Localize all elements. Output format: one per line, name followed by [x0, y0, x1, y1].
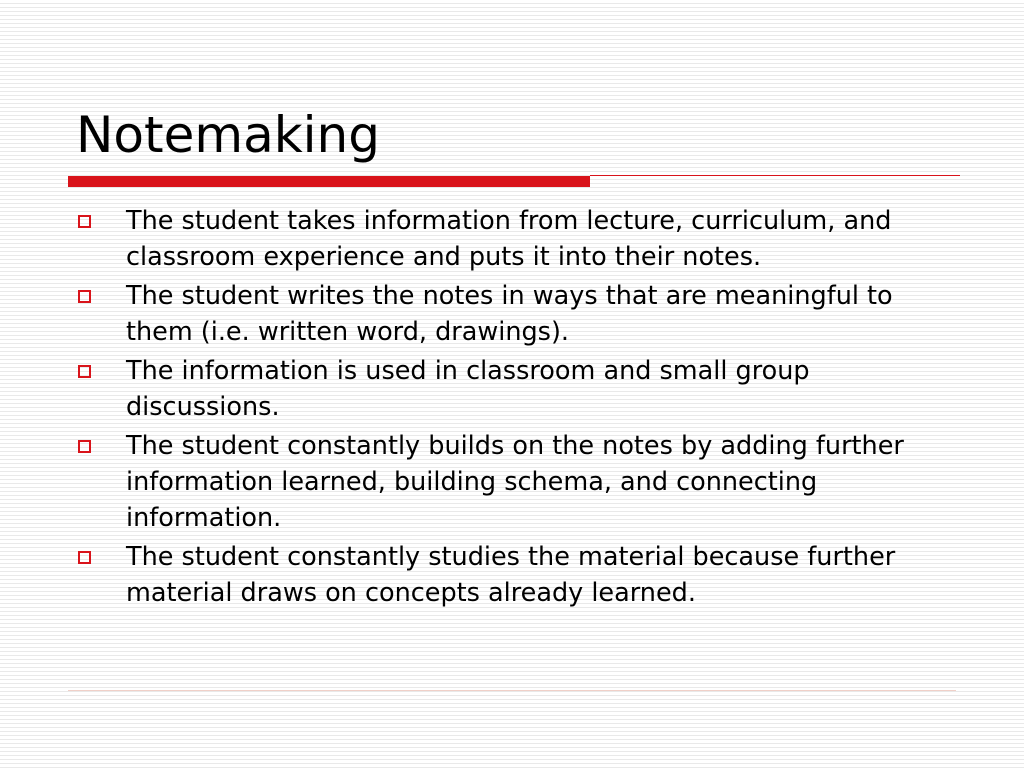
- hollow-square-icon: [78, 215, 91, 228]
- bullet-text: The student writes the notes in ways that are meaningful to them (i.e. written word, drawings).: [126, 281, 893, 347]
- hollow-square-icon: [78, 440, 91, 453]
- hollow-square-icon: [78, 290, 91, 303]
- bullet-item: [76, 353, 956, 425]
- bullet-item: [76, 203, 956, 275]
- bullet-item: [76, 278, 956, 350]
- bullet-text: The student constantly studies the material because further material draws on concepts already learned.: [126, 542, 896, 608]
- bullet-item: [76, 428, 956, 536]
- bullet-text: The student constantly builds on the notes by adding further information learned, building schema, and connecting information.: [126, 431, 904, 533]
- title-underline-thick: [68, 176, 590, 187]
- bullet-list: [76, 203, 956, 614]
- title-underline-thin: [590, 175, 960, 176]
- hollow-square-icon: [78, 365, 91, 378]
- slide-title: Notemaking: [76, 106, 380, 164]
- footer-divider: [68, 690, 956, 691]
- bullet-text: The information is used in classroom and small group discussions.: [126, 356, 810, 422]
- bullet-item: [76, 539, 956, 611]
- bullet-text: The student takes information from lecture, curriculum, and classroom experience and puts it into their notes.: [126, 206, 892, 272]
- hollow-square-icon: [78, 551, 91, 564]
